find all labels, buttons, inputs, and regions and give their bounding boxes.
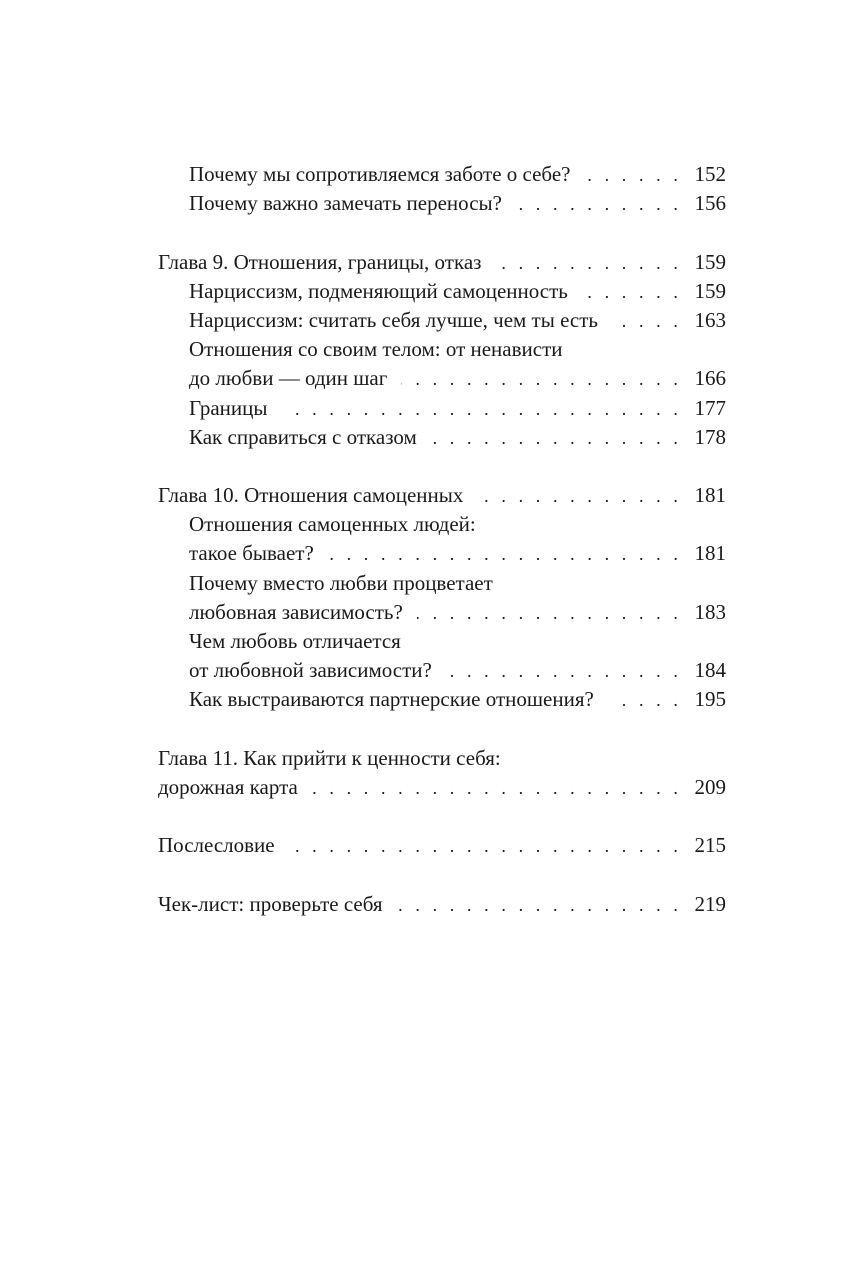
- toc-entry[interactable]: [158, 277, 726, 306]
- toc-entry-title: такое бывает?: [189, 541, 314, 566]
- toc-entry-page: 159: [694, 249, 726, 274]
- dot-leader: [582, 278, 682, 307]
- toc-chapter-first-line[interactable]: [158, 744, 726, 773]
- toc-entry-first-line[interactable]: [158, 627, 726, 656]
- dot-leader: [495, 249, 682, 278]
- toc-entry-title: Границы: [189, 395, 268, 420]
- toc-entry-title: Почему мы сопротивляемся заботе о себе?: [189, 162, 571, 186]
- table-of-contents: [158, 160, 726, 919]
- toc-entry[interactable]: [158, 306, 726, 335]
- dot-leader: [516, 190, 682, 219]
- toc-entry-page: 166: [694, 366, 726, 391]
- toc-chapter-entry[interactable]: [158, 890, 726, 919]
- toc-entry-page: 163: [694, 307, 726, 332]
- toc-entry-page: 152: [694, 162, 726, 186]
- toc-entry-title: Как справиться с отказом: [189, 424, 417, 449]
- toc-entry[interactable]: [158, 394, 726, 423]
- dot-leader: [477, 482, 682, 511]
- toc-chapter-entry[interactable]: [158, 248, 726, 277]
- section-gap: [158, 715, 726, 744]
- toc-entry-page: 215: [694, 833, 726, 858]
- toc-chapter-title: Глава 9. Отношения, границы, отказ: [158, 249, 482, 274]
- dot-leader: [608, 686, 682, 715]
- toc-entry-page: 183: [694, 599, 726, 624]
- toc-chapter-entry[interactable]: [158, 831, 726, 860]
- toc-entry-title: Как выстраиваются партнерские отношения?: [189, 687, 594, 712]
- toc-entry-page: 219: [694, 891, 726, 916]
- toc-entry-page: 178: [694, 424, 726, 449]
- dot-leader: [401, 365, 682, 394]
- toc-entry[interactable]: [158, 189, 726, 218]
- toc-entry-title: любовная зависимость?: [189, 599, 403, 624]
- toc-chapter-title: Послесловие: [158, 833, 275, 858]
- toc-entry-page: 181: [694, 541, 726, 566]
- dot-leader: [281, 395, 682, 424]
- section-gap: [158, 218, 726, 247]
- toc-entry[interactable]: [158, 423, 726, 452]
- dot-leader: [584, 161, 682, 190]
- toc-entry[interactable]: [158, 539, 726, 568]
- toc-entry-page: 181: [694, 483, 726, 508]
- toc-entry[interactable]: [158, 160, 726, 189]
- toc-entry[interactable]: [158, 656, 726, 685]
- toc-entry-title: до любви — один шаг: [189, 366, 388, 391]
- toc-chapter-title: дорожная карта: [158, 774, 298, 799]
- dot-leader: [446, 657, 682, 686]
- toc-entry[interactable]: [158, 364, 726, 393]
- toc-entry-first-line[interactable]: [158, 569, 726, 598]
- toc-entry-title-line1: Отношения самоценных людей:: [189, 512, 476, 537]
- dot-leader: [312, 774, 682, 803]
- toc-entry-title-line1: Чем любовь отличается: [189, 629, 401, 653]
- section-gap: [158, 452, 726, 481]
- toc-entry[interactable]: [158, 598, 726, 627]
- toc-entry-first-line[interactable]: [158, 510, 726, 539]
- toc-chapter-title: Глава 10. Отношения самоценных: [158, 483, 464, 508]
- dot-leader: [431, 424, 682, 453]
- toc-entry-page: 156: [694, 191, 726, 216]
- dot-leader: [612, 307, 682, 336]
- dot-leader: [397, 891, 682, 920]
- section-gap: [158, 861, 726, 890]
- toc-entry-title: Нарциссизм, подменяющий самоценность: [189, 278, 568, 303]
- toc-entry-page: 159: [694, 278, 726, 303]
- toc-entry-title-line1: Почему вместо любви процветает: [189, 570, 493, 595]
- toc-entry-title: Почему важно замечать переносы?: [189, 191, 502, 216]
- toc-entry-title: Нарциссизм: считать себя лучше, чем ты есть: [189, 307, 599, 332]
- toc-entry[interactable]: [158, 685, 726, 714]
- dot-leader: [328, 540, 682, 569]
- toc-entry-page: 177: [694, 395, 726, 420]
- toc-chapter-entry[interactable]: [158, 481, 726, 510]
- toc-entry-title-line1: Отношения со своим телом: от ненависти: [189, 337, 563, 362]
- toc-entry-page: 195: [694, 687, 726, 712]
- toc-chapter-title: Чек-лист: проверьте себя: [158, 891, 383, 916]
- toc-entry-title: от любовной зависимости?: [189, 658, 432, 683]
- dot-leader: [289, 832, 682, 861]
- section-gap: [158, 802, 726, 831]
- toc-chapter-title-line1: Глава 11. Как прийти к ценности себя:: [158, 745, 501, 770]
- toc-chapter-entry[interactable]: [158, 773, 726, 802]
- toc-entry-first-line[interactable]: [158, 335, 726, 364]
- toc-entry-page: 184: [694, 658, 726, 683]
- toc-entry-page: 209: [694, 774, 726, 799]
- dot-leader: [417, 599, 682, 628]
